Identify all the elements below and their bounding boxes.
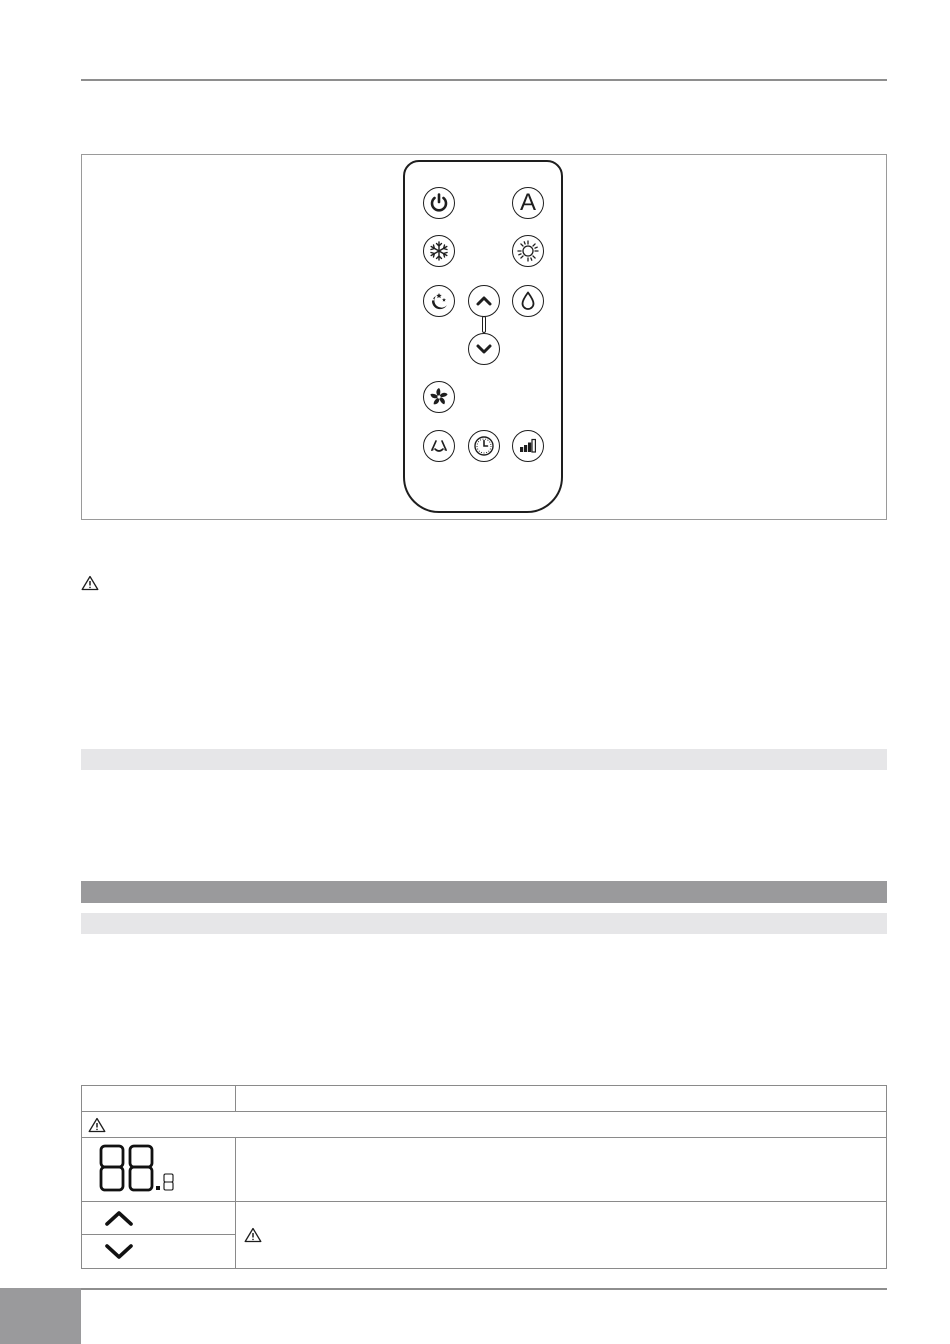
temp-down-button[interactable]	[468, 333, 500, 365]
table-row-up	[82, 1202, 887, 1235]
auto-button[interactable]	[512, 187, 544, 219]
header-rule	[81, 79, 887, 81]
sun-icon	[516, 239, 540, 263]
display-table	[81, 1085, 887, 1269]
power-button[interactable]	[423, 187, 455, 219]
table-warning-row	[82, 1112, 887, 1138]
chevron-down-icon	[474, 339, 494, 359]
warning-icon	[81, 575, 99, 591]
footer-rule	[81, 1288, 887, 1290]
fan-mode-button[interactable]	[423, 381, 455, 413]
temp-up-button[interactable]	[468, 285, 500, 317]
dry-mode-button[interactable]	[512, 285, 544, 317]
down-arrow-cell	[82, 1235, 236, 1269]
table-warning-cell	[82, 1112, 887, 1138]
heat-mode-button[interactable]	[512, 235, 544, 267]
table-header-cell-1	[82, 1086, 236, 1112]
cool-mode-button[interactable]	[423, 235, 455, 267]
section-band-light-1	[81, 749, 887, 770]
section-band-dark	[81, 881, 887, 903]
chevron-up-icon	[104, 1208, 134, 1228]
up-arrow-cell	[82, 1202, 236, 1235]
fan-speed-button[interactable]	[512, 430, 544, 462]
chevron-up-icon	[474, 291, 494, 311]
arrows-description-cell	[236, 1202, 887, 1269]
section-band-light-2	[81, 913, 887, 934]
footer-page-tab	[0, 1288, 81, 1344]
timer-button[interactable]	[468, 430, 500, 462]
auto-label: A	[519, 189, 536, 216]
power-icon	[428, 192, 450, 214]
display-description-cell	[236, 1138, 887, 1202]
table-row-display	[82, 1138, 887, 1202]
fan-icon	[427, 385, 451, 409]
swing-icon	[427, 434, 451, 458]
table-header-row	[82, 1086, 887, 1112]
moon-stars-icon	[427, 289, 451, 313]
up-down-connector	[482, 316, 486, 333]
snowflake-icon	[427, 239, 451, 263]
clock-icon	[472, 434, 496, 458]
chevron-down-icon	[104, 1242, 134, 1262]
swing-button[interactable]	[423, 430, 455, 462]
warning-icon	[88, 1117, 106, 1133]
sleep-mode-button[interactable]	[423, 285, 455, 317]
display-digits-cell	[82, 1138, 236, 1202]
signal-bars-icon	[517, 435, 539, 457]
seven-segment-display	[82, 1138, 213, 1201]
droplet-icon	[517, 290, 539, 312]
warning-icon	[244, 1227, 262, 1243]
table-header-cell-2	[236, 1086, 887, 1112]
